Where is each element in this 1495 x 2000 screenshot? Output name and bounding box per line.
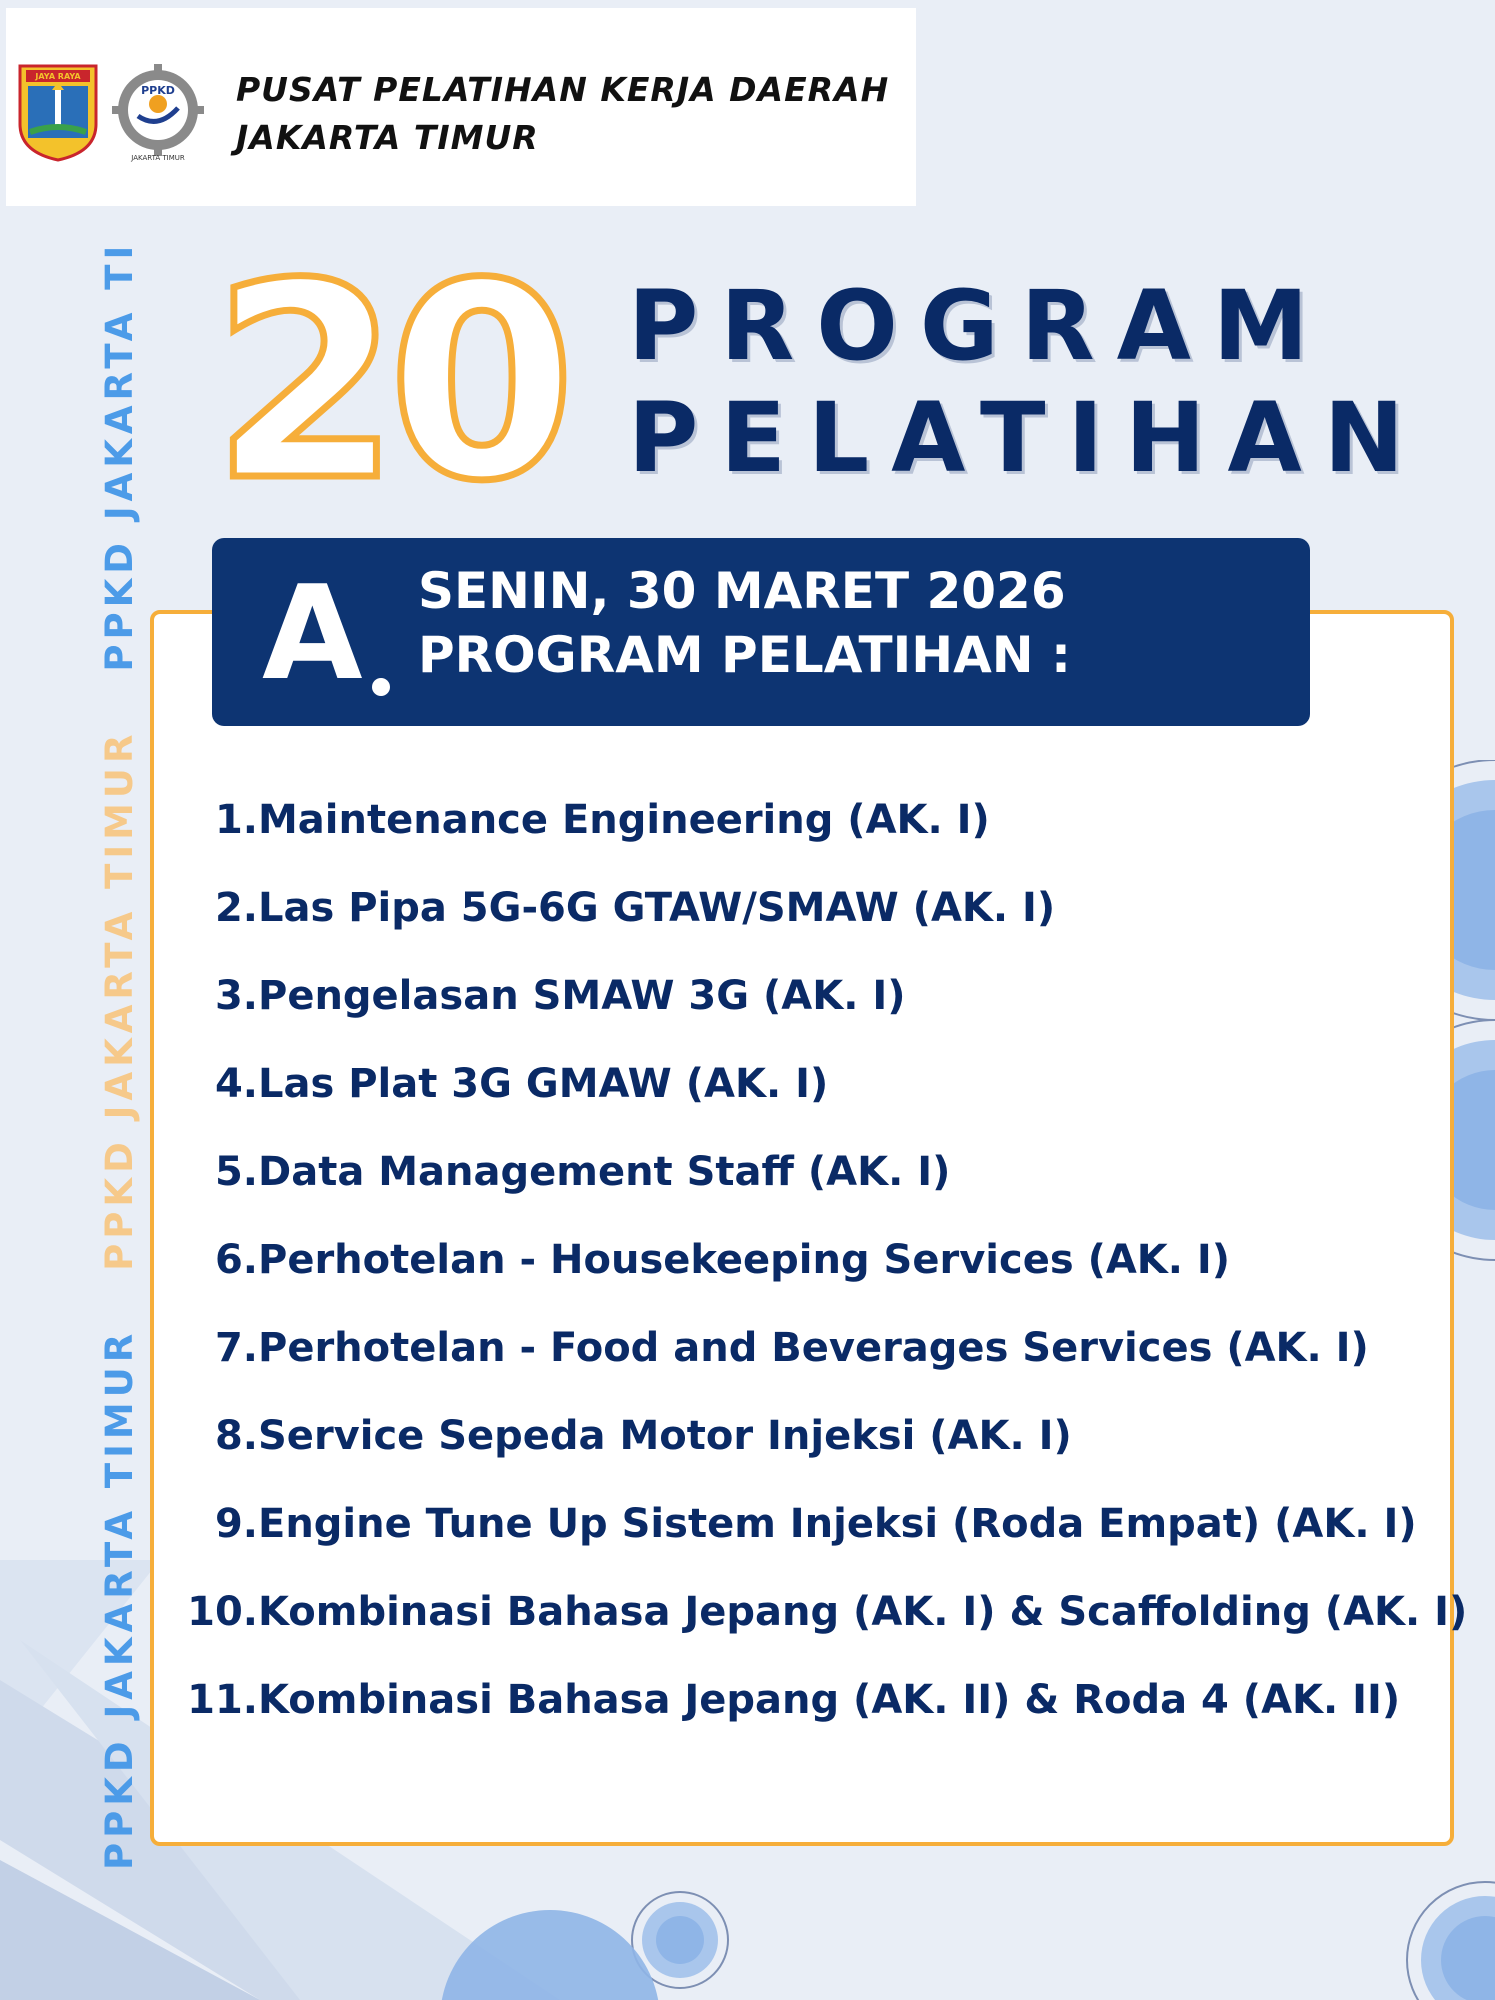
- list-item-label: Las Plat 3G GMAW (AK. I): [258, 1061, 829, 1107]
- list-item-label: Kombinasi Bahasa Jepang (AK. I) & Scaffolding (AK. I): [258, 1589, 1468, 1635]
- list-item-number: 5.: [214, 1149, 258, 1195]
- section-letter-dot: [372, 678, 390, 696]
- organization-title-line1: PUSAT PELATIHAN KERJA DAERAH: [236, 70, 890, 109]
- list-item: [180, 878, 1440, 966]
- list-item-label: Kombinasi Bahasa Jepang (AK. II) & Roda 4 (AK. II): [258, 1677, 1401, 1723]
- section-banner: [212, 538, 1310, 726]
- headline-line1: PROGRAM: [628, 270, 1331, 382]
- section-letter: A: [262, 557, 363, 709]
- ppkd-gear-logo: [110, 64, 206, 162]
- side-text-part1: PPKD JAKARTA TIMUR: [98, 1328, 141, 1870]
- list-item-label: Las Pipa 5G-6G GTAW/SMAW (AK. I): [258, 885, 1056, 931]
- list-item-number: 10.: [187, 1589, 258, 1635]
- list-item-number: 8.: [214, 1413, 258, 1459]
- list-item: [180, 966, 1440, 1054]
- decorative-circle-bottom-right: [1400, 1880, 1495, 2000]
- list-item-number: 4.: [214, 1061, 258, 1107]
- list-item-label: Pengelasan SMAW 3G (AK. I): [258, 973, 906, 1019]
- list-item-label: Maintenance Engineering (AK. I): [258, 797, 990, 843]
- jakarta-emblem-logo: [16, 62, 100, 162]
- list-item: [180, 1230, 1440, 1318]
- banner-subtitle: PROGRAM PELATIHAN :: [418, 626, 1072, 684]
- banner-date: SENIN, 30 MARET 2026: [418, 562, 1066, 620]
- svg-text:PPKD: PPKD: [141, 84, 175, 97]
- decorative-circles-bottom: [420, 1880, 760, 2000]
- list-item: [180, 790, 1440, 878]
- program-list: [180, 790, 1468, 1758]
- list-item-number: 3.: [214, 973, 258, 1019]
- svg-text:JAYA RAYA: JAYA RAYA: [35, 72, 81, 81]
- list-item-number: 9.: [214, 1501, 258, 1547]
- list-item-label: Data Management Staff (AK. I): [258, 1149, 951, 1195]
- header-panel: [6, 8, 916, 206]
- side-vertical-text: [98, 241, 141, 1870]
- list-item: [180, 1318, 1440, 1406]
- list-item-number: 6.: [214, 1237, 258, 1283]
- list-item: [180, 1582, 1468, 1670]
- program-count-number: [212, 248, 612, 508]
- headline-line2: PELATIHAN: [628, 382, 1427, 494]
- list-item: [180, 1406, 1440, 1494]
- side-text-part3: PPKD JAKARTA TI: [98, 240, 141, 672]
- list-item-label: Perhotelan - Housekeeping Services (AK. I): [258, 1237, 1231, 1283]
- list-item-number: 2.: [214, 885, 258, 931]
- list-item-label: Perhotelan - Food and Beverages Services (AK. I): [258, 1325, 1369, 1371]
- list-item: [180, 1494, 1440, 1582]
- headline: [628, 270, 1426, 494]
- svg-text:20: 20: [212, 248, 564, 508]
- list-item-number: 11.: [187, 1677, 258, 1723]
- list-item-label: Engine Tune Up Sistem Injeksi (Roda Empat) (AK. I): [258, 1501, 1417, 1547]
- organization-title: [236, 66, 889, 162]
- organization-title-line2: JAKARTA TIMUR: [236, 118, 539, 157]
- list-item-number: 7.: [214, 1325, 258, 1371]
- list-item-number: 1.: [214, 797, 258, 843]
- list-item: [180, 1054, 1440, 1142]
- side-text-part2: PPKD JAKARTA TIMUR: [98, 729, 141, 1271]
- list-item: [180, 1670, 1440, 1758]
- list-item-label: Service Sepeda Motor Injeksi (AK. I): [258, 1413, 1072, 1459]
- list-item: [180, 1142, 1440, 1230]
- svg-text:JAKARTA TIMUR: JAKARTA TIMUR: [131, 154, 185, 162]
